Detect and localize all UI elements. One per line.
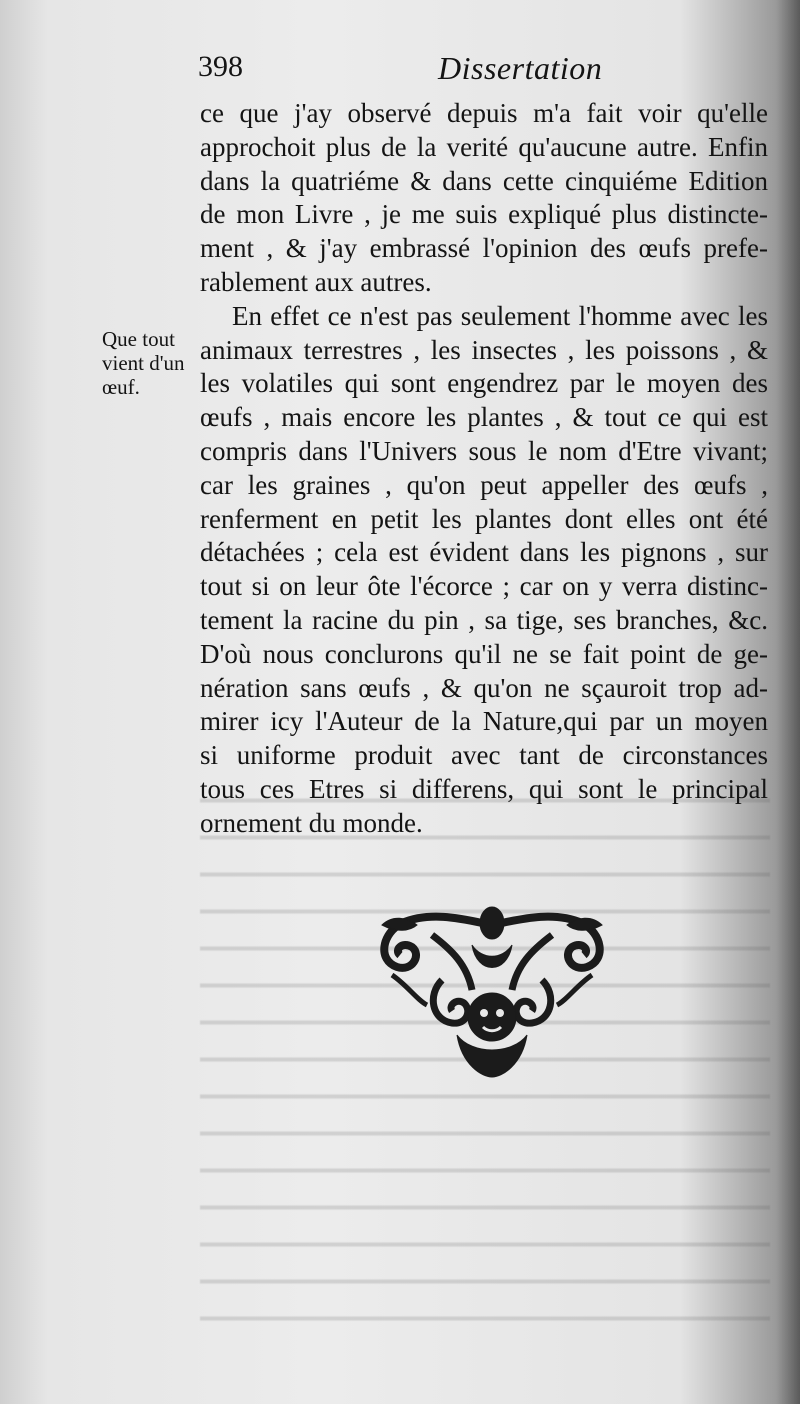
text-line: les volatiles qui sont engendrez par le moyen des xyxy=(200,368,768,399)
margin-note-line: œuf. xyxy=(102,375,140,399)
text-line: tout si on leur ôte l'écorce ; car on y verra distinc- xyxy=(200,571,768,602)
text-line: En effet ce n'est pas seulement l'homme avec les xyxy=(232,300,768,331)
text-line: dans la quatriéme & dans cette cinquiéme Edition xyxy=(200,165,768,196)
text-line: détachées ; cela est évident dans les pignons , sur xyxy=(200,537,768,568)
text-line: tement la racine du pin , sa tige, ses branches, &c. xyxy=(200,604,768,635)
text-line: rablement aux autres. xyxy=(200,266,432,297)
text-line: œufs , mais encore les plantes , & tout ce qui est xyxy=(200,402,768,433)
text-line: tous ces Etres si differens, qui sont le principal xyxy=(200,773,768,804)
margin-note xyxy=(102,327,198,399)
margin-note-line: vient d'un xyxy=(102,351,185,375)
running-title: Dissertation xyxy=(438,50,603,86)
text-line: renferment en petit les plantes dont elles ont été xyxy=(200,503,768,534)
text-line: si uniforme produit avec tant de circonstances xyxy=(200,740,768,771)
margin-note-line: Que tout xyxy=(102,327,175,351)
page-header xyxy=(198,50,768,94)
text-line: ce que j'ay observé depuis m'a fait voir qu'elle xyxy=(200,98,768,128)
text-line: ornement du monde. xyxy=(200,807,423,838)
text-line: mirer icy l'Auteur de la Nature,qui par un moyen xyxy=(200,706,768,737)
text-line: de mon Livre , je me suis expliqué plus distincte- xyxy=(200,199,768,230)
text-line: approchoit plus de la verité qu'aucune autre. Enfin xyxy=(200,131,768,162)
text-line: ment , & j'ay embrassé l'opinion des œufs prefe- xyxy=(200,233,768,264)
text-line: D'où nous conclurons qu'il ne se fait point de ge- xyxy=(200,638,768,669)
fleuron-ornament-icon xyxy=(372,905,612,1080)
text-line: car les graines , qu'on peut appeller des œufs , xyxy=(200,469,768,500)
text-line: animaux terrestres , les insectes , les poissons , & xyxy=(200,334,768,365)
text-line: nération sans œufs , & qu'on ne sçauroit trop ad- xyxy=(200,672,768,703)
page-number: 398 xyxy=(198,50,243,83)
body-text xyxy=(200,97,768,841)
text-line: compris dans l'Univers sous le nom d'Etre vivant; xyxy=(200,435,768,466)
